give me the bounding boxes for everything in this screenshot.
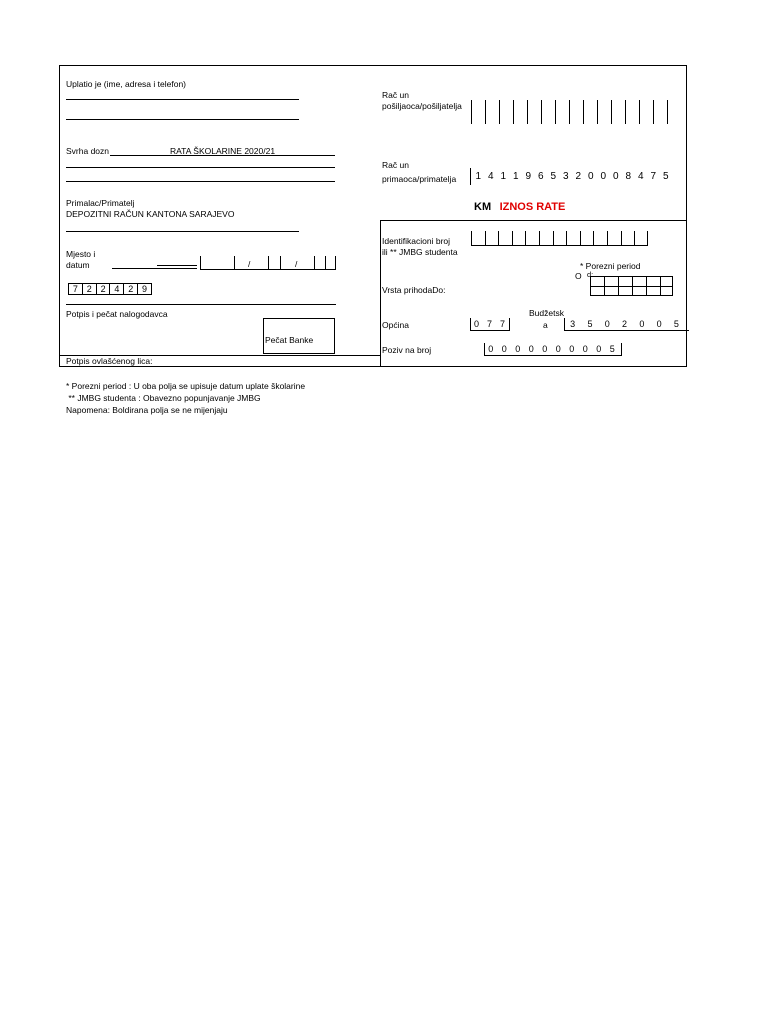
vrsta-prihoda-label: Vrsta prihodaDo:: [382, 285, 446, 295]
budzetska-digit: 0: [656, 319, 662, 329]
budzetska-digit: 0: [639, 319, 645, 329]
budzetska-label-2: a: [543, 320, 548, 330]
identifikacioni-label-2: ili ** JMBG studenta: [382, 247, 458, 257]
vrsta-prihoda-do: Do:: [432, 285, 446, 295]
poziv-digit: 0: [596, 344, 602, 354]
km-label: KM: [474, 201, 492, 213]
racun-posiljaoca-label-1: Rač un: [382, 90, 409, 100]
racun-posiljaoca-label-2: pošiljaoca/pošiljatelja: [382, 101, 462, 111]
poziv-digit: 0: [501, 344, 507, 354]
racun-primaoca-digit: 1: [475, 171, 482, 182]
racun-primaoca-label-2: primaoca/primatelja: [382, 174, 457, 184]
iznos-row: [474, 197, 565, 215]
porezni-period-d: d:: [587, 270, 594, 279]
code-digit: 7: [69, 284, 83, 294]
date-grid[interactable]: [200, 256, 336, 270]
uplatio-line-1[interactable]: [66, 99, 299, 100]
primalac-line[interactable]: [66, 231, 299, 232]
racun-primaoca-digit: 6: [537, 171, 544, 182]
racun-primaoca-digit: 3: [562, 171, 569, 182]
poziv-digit: 0: [582, 344, 588, 354]
date-separator-1: /: [248, 259, 251, 269]
budzetska-digit: 5: [673, 319, 679, 329]
iznos-rate-field[interactable]: IZNOS RATE: [499, 201, 566, 213]
porezni-period-label: * Porezni period: [580, 261, 641, 271]
note-napomena: Napomena: Boldirana polja se ne mijenjaju: [66, 405, 228, 415]
budzetska-digit: 2: [622, 319, 628, 329]
mjesto-label-2: datum: [66, 260, 90, 270]
opcina-label: Općina: [382, 320, 409, 330]
poziv-digit: 0: [488, 344, 494, 354]
uplatio-label: Uplatio je (ime, adresa i telefon): [66, 79, 187, 89]
mjesto-line[interactable]: [112, 268, 197, 269]
poziv-na-broj-label: Poziv na broj: [382, 345, 432, 355]
potpis-ovl-label: Potpis ovlašćenog lica:: [66, 356, 153, 366]
primalac-label: Primalac/Primatelj: [66, 198, 135, 208]
racun-primaoca-digit: 7: [650, 171, 657, 182]
code-digit: 2: [97, 284, 111, 294]
racun-primaoca-digit: 4: [487, 171, 494, 182]
jmbg-grid[interactable]: [471, 231, 648, 246]
poziv-digit: 0: [569, 344, 575, 354]
racun-primaoca-digit: 0: [587, 171, 594, 182]
porezni-period-grid[interactable]: [590, 276, 673, 296]
racun-primaoca-digit: 2: [575, 171, 582, 182]
note-porezni-period: * Porezni period : U oba polja se upisuje datum uplate školarine: [66, 381, 306, 391]
poziv-digit: 0: [515, 344, 521, 354]
poziv-digit: 0: [542, 344, 548, 354]
code-digit: 2: [124, 284, 138, 294]
racun-primaoca-digit: 0: [612, 171, 619, 182]
opcina-grid[interactable]: [470, 318, 510, 331]
budzetska-digit: 5: [587, 319, 593, 329]
budzetska-digit: 3: [570, 319, 576, 329]
svrha-line-2[interactable]: [66, 167, 335, 168]
mjesto-line-2: [157, 265, 197, 266]
opcina-digit: 7: [486, 319, 492, 329]
racun-primaoca-label-1: Rač un: [382, 160, 409, 170]
racun-primaoca-digit: 4: [637, 171, 644, 182]
porezni-period-od: O: [575, 271, 582, 281]
racun-primaoca-digit: 1: [500, 171, 507, 182]
code-digit: 4: [110, 284, 124, 294]
poziv-na-broj-grid[interactable]: [484, 343, 622, 356]
identifikacioni-label-1: Identifikacioni broj: [382, 236, 451, 246]
racun-primaoca-digit: 8: [625, 171, 632, 182]
code-digit-box[interactable]: [68, 283, 152, 295]
code-line: [66, 304, 336, 305]
racun-primaoca-digit: 5: [662, 171, 669, 182]
primalac-value: DEPOZITNI RAČUN KANTONA SARAJEVO: [66, 209, 235, 219]
poziv-digit: 5: [609, 344, 615, 354]
budzetska-digit: 0: [604, 319, 610, 329]
pecat-banke-label: Pečat Banke: [265, 335, 314, 345]
svrha-line-3[interactable]: [66, 181, 335, 182]
date-separator-2: /: [295, 259, 298, 269]
code-digit: 9: [142, 284, 148, 294]
poziv-digit: 0: [528, 344, 534, 354]
opcina-digit: 0: [473, 319, 479, 329]
svrha-value: RATA ŠKOLARINE 2020/21: [170, 146, 276, 156]
racun-primaoca-digit: 9: [525, 171, 532, 182]
svrha-label: Svrha dozn: [66, 146, 109, 156]
svrha-line[interactable]: [110, 155, 335, 156]
note-jmbg: ** JMBG studenta : Obavezno popunjavanje JMBG: [66, 393, 261, 403]
racun-primaoca-grid[interactable]: [470, 168, 687, 185]
racun-primaoca-digit: 1: [512, 171, 519, 182]
racun-primaoca-digit: 0: [600, 171, 607, 182]
opcina-digit: 7: [499, 319, 505, 329]
mjesto-label-1: Mjesto i: [66, 249, 96, 259]
budzetska-label-1: Budžetsk: [529, 308, 564, 318]
code-digit: 2: [83, 284, 97, 294]
racun-primaoca-digit: 5: [550, 171, 557, 182]
uplatio-line-2[interactable]: [66, 119, 299, 120]
racun-posiljaoca-grid[interactable]: [471, 100, 687, 124]
potpis-nalogodavca-label: Potpis i pečat nalogodavca: [66, 309, 168, 319]
budzetska-grid[interactable]: [564, 318, 689, 331]
poziv-digit: 0: [555, 344, 561, 354]
